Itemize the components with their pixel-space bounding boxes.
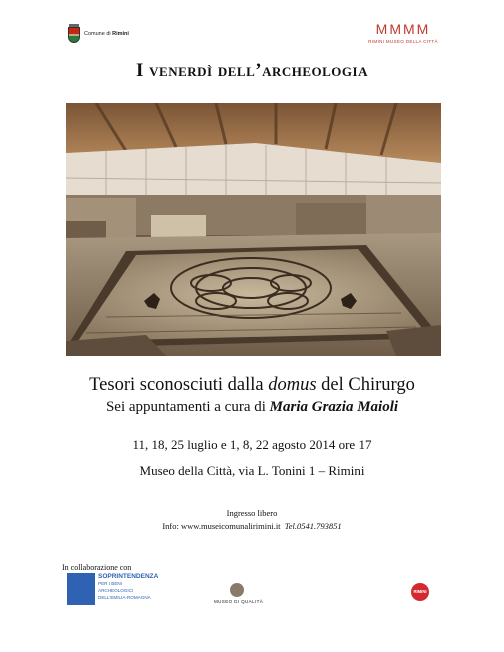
rimini-crest-icon (68, 24, 80, 44)
admission-note: Ingresso libero (226, 508, 278, 518)
mosaic-photo-illustration (66, 103, 441, 356)
info-line (0, 521, 504, 531)
event-dates: 11, 18, 25 luglio e 1, 8, 22 agosto 2014 ore 17 (132, 437, 372, 452)
soprintendenza-logo: MiBAC SOPRINTENDENZA PER I BENI ARCHEOLOGICI DELL'EMILIA-ROMAGNA (67, 573, 158, 605)
info-phone: Tel.0541.793851 (284, 521, 342, 531)
comune-di-rimini-logo (68, 24, 129, 44)
page-title: I venerdì dell’archeologia (136, 60, 368, 81)
info-website[interactable]: Info: www.museicomunalirimini.it (162, 521, 281, 531)
curator-name: Maria Grazia Maioli (269, 399, 399, 415)
event-subtitle: Tesori sconosciuti dalla domus del Chirurgo (89, 375, 415, 395)
mibac-icon: MiBAC (67, 573, 95, 605)
domus-mosaic-photo (66, 103, 441, 356)
event-location: Museo della Città, via L. Tonini 1 – Rimini (139, 463, 365, 478)
comune-label: Comune di Rimini (84, 31, 129, 37)
museo-della-citta-logo (368, 22, 438, 44)
rimini-badge-icon: RIMINI (411, 583, 429, 601)
museo-qualita-icon (230, 583, 244, 597)
collaboration-label: In collaborazione con (62, 563, 132, 572)
museo-logo-sub: RIMINI MUSEO DELLA CITTÀ (368, 39, 438, 44)
event-curator-line: Sei appuntamenti a cura di Maria Grazia Maioli (105, 399, 399, 415)
museo-di-qualita-logo: MUSEO DI QUALITÀ (214, 583, 260, 604)
museo-logo-mark: MMMM (375, 21, 431, 37)
